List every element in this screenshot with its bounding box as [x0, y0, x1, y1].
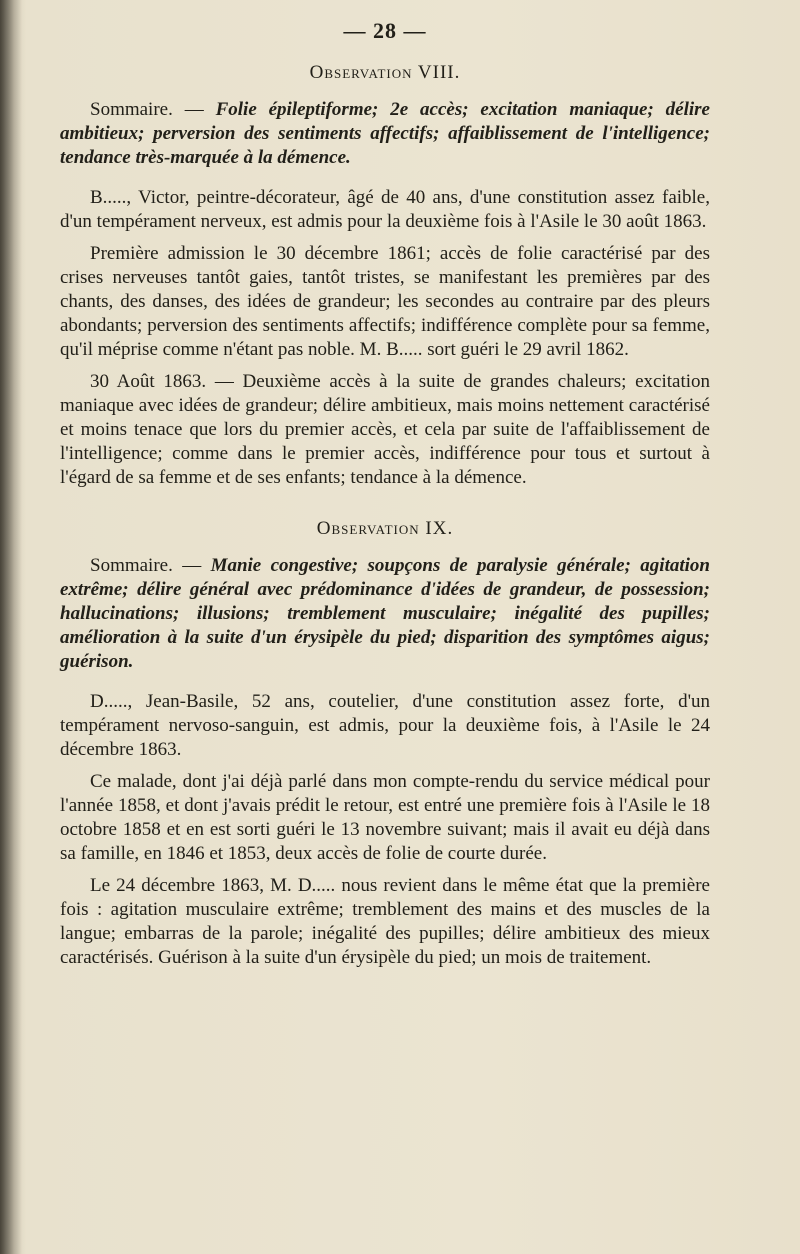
observation-viii [60, 62, 710, 490]
case-paragraph: Ce malade, dont j'ai déjà parlé dans mon compte-rendu du service médical pour l'année 1858, et dont j'avais prédit le retour, est entré une première fois à l'Asile le 18 octobre 1858 et en est sorti guéri le 13 novembre suivant; mais il avait eu déjà dans sa famille, en 1846 et 1853, deux accès de folie de courte durée. [60, 771, 710, 864]
observation-summary [60, 98, 710, 170]
page-number: — 28 — [343, 18, 427, 43]
observation-summary [60, 554, 710, 674]
case-paragraph: Première admission le 30 décembre 1861; accès de folie caractérisé par des crises nerveuses tantôt gaies, tantôt tristes, se manifestant les premières par des chants, des danses, des idées de grandeur; les secondes au contraire par des pleurs abondants; perversion des sentiments affectifs; indifférence complète pour sa femme, qu'il méprise comme n'étant pas noble. M. B..... sort guéri le 29 avril 1862. [60, 243, 710, 360]
case-paragraph: 30 Août 1863. — Deuxième accès à la suite de grandes chaleurs; excitation maniaque avec idées de grandeur; délire ambitieux, mais moins nettement caractérisé et moins tenace que lors du premier accès, et cela par suite de l'affaiblissement de l'intelligence; comme dans le premier accès, indifférence pour tous et surtout à l'égard de sa femme et de ses enfants; tendance à la démence. [60, 371, 710, 488]
binding-shadow [0, 0, 22, 1254]
case-paragraph: Le 24 décembre 1863, M. D..... nous revient dans le même état que la première fois : agitation musculaire extrême; tremblement des mains et des muscles de la langue; embarras de la parole; inégalité des pupilles; délire ambitieux des mieux caractérisés. Guérison à la suite d'un érysipèle du pied; un mois de traitement. [60, 875, 710, 968]
summary-lead: Sommaire. — [90, 555, 211, 576]
observation-title: Observation VIII. [309, 62, 461, 83]
case-paragraph: D....., Jean-Basile, 52 ans, coutelier, d'une constitution assez forte, d'un tempérament nervoso-sanguin, est admis, pour la deuxième fois, à l'Asile le 24 décembre 1863. [60, 691, 710, 760]
summary-body: Manie congestive; soupçons de paralysie générale; agitation extrême; délire général avec prédominance d'idées de grandeur, de possession; hallucinations; illusions; tremblement musculaire; inégalité des pupilles; amélioration à la suite d'un érysipèle du pied; disparition des symptômes aigus; guérison. [60, 555, 710, 672]
case-paragraph: B....., Victor, peintre-décorateur, âgé de 40 ans, d'une constitution assez faible, d'un tempérament nerveux, est admis pour la deuxième fois à l'Asile le 30 août 1863. [60, 187, 710, 232]
summary-body: Folie épileptiforme; 2e accès; excitation maniaque; délire ambitieux; perversion des sentiments affectifs; affaiblissement de l'intelligence; tendance très-marquée à la démence. [60, 99, 710, 168]
section-gap [60, 498, 710, 518]
observation-ix [60, 518, 710, 970]
observation-title: Observation IX. [316, 518, 454, 539]
summary-lead: Sommaire. — [90, 99, 216, 120]
page-content [60, 18, 710, 978]
